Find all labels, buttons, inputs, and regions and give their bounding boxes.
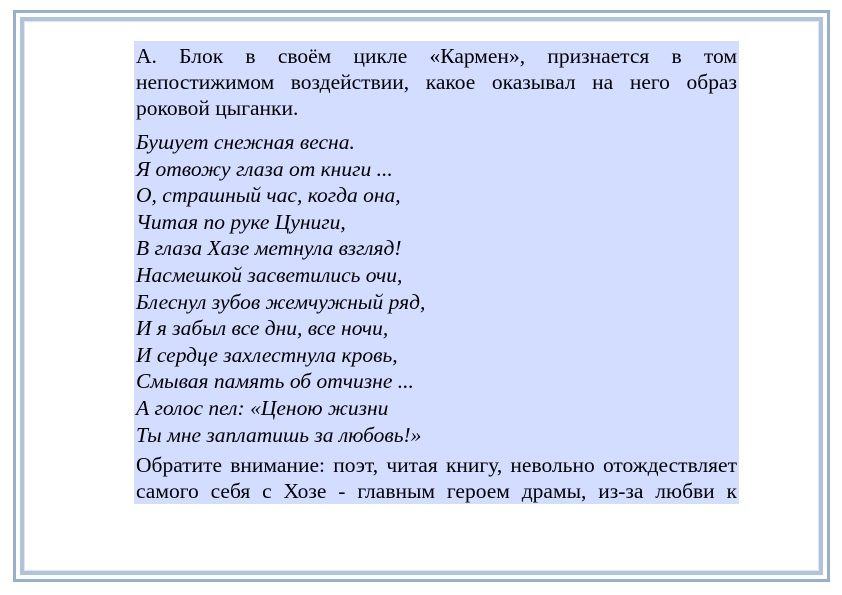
poem-line: О, страшный час, когда она, (136, 183, 401, 208)
poem-line: В глаза Хазе метнула взгляд! (136, 236, 402, 261)
comment-paragraph: Обратите внимание: поэт, читая книгу, невольно отождествляет самого себя с Хозе - главным героем драмы, из-за любви к (136, 453, 737, 504)
poem-line: И я забыл все дни, все ночи, (136, 316, 389, 341)
poem-line: Ты мне заплатишь за любовь!» (136, 422, 422, 447)
poem-line: Насмешкой засветились очи, (136, 262, 403, 287)
poem-line: Бушует снежная весна. (136, 130, 355, 154)
poem-line: Блеснул зубов жемчужный ряд, (136, 289, 426, 314)
poem (134, 129, 739, 448)
poem-line: Читая по руке Цуниги, (136, 209, 346, 234)
text-block (134, 41, 739, 504)
poem-line: Я отвожу глаза от книги ... (136, 156, 393, 181)
poem-line: А голос пел: «Ценою жизни (136, 395, 389, 420)
poem-line: Смывая память об отчизне ... (136, 369, 414, 394)
intro-paragraph: А. Блок в своём цикле «Кармен», признается в том непостижимом воздействии, какое оказывал на него образ роковой цыганки. (136, 44, 737, 120)
poem-line: И сердце захлестнула кровь, (136, 342, 398, 367)
